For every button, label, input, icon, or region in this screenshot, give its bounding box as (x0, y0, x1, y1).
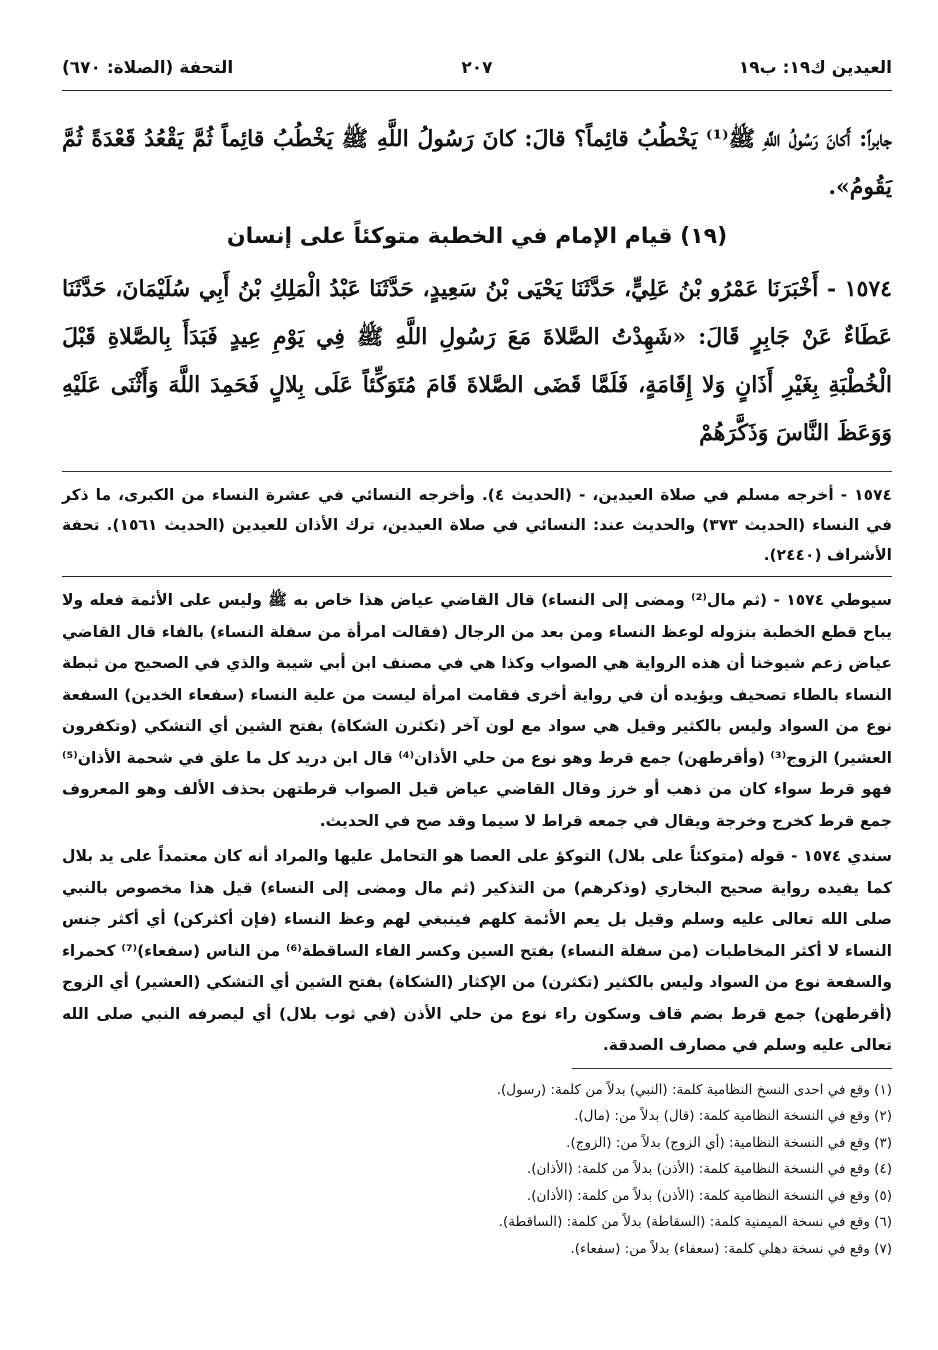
hadith-continuation: جابراً: أَكانَ رَسُولُ اللَّهِ ﷺ⁽¹⁾ يَخْطُبُ قائِماً؟ قالَ: كانَ رَسُولُ اللَّهِ ﷺ يَخْطُبُ قائِماً ثُمَّ يَقْعُدُ قَعْدَةً ثُمَّ يَقُومُ». (62, 126, 892, 200)
footnote: (٧) وقع في نسخة دهلي كلمة: (سعفاء) بدلاً من: (سفعاء). (570, 1240, 892, 1257)
suyuti-text: (ثم مال⁽²⁾ ومضى إلى النساء) قال القاضي عياض هذا خاص به ﷺ وليس على الأئمة فعله ولا يباح قطع الخطبة بنزوله لوعظ النساء ومن بعد من الرجال (فقالت امرأة من سفلة النساء) بالفاء قال القاضي عياض زعم شيوخنا أن هذه الرواية هي الصواب وكذا هي في مصنف ابن أبي شيبة والذي في الصحيح من ثبطة النساء بالطاء تصحيف ويؤيده أن في رواية أخرى فقامت امرأة ليست من علية النساء (سفعاء الخدين) السفعة نوع من السواد وليس بالكثير وقيل هي سواد مع لون آخر (تكثرن الشكاة) بفتح الشين أي التشكي (وتكفرون العشير) الزوج⁽³⁾ (وأقرطهن) جمع قرط وهو نوع من حلي الأذان⁽⁴⁾ قال ابن دريد كل ما علق في شحمة الأذان⁽⁵⁾ فهو قرط سواء كان من ذهب أو خرز وقال القاضي عياض قيل الصواب قرطتهن بحذف الألف وهو المعروف جمع قرط كخرج وخرجة ويقال في جمعه قراط لا سيما وقد صح في الحديث. (62, 591, 892, 830)
footnote: (٥) وقع في النسخة النظامية كلمة: (الأذن) بدلاً من كلمة: (الأذان). (526, 1187, 892, 1204)
running-header (62, 52, 892, 91)
footnote: (١) وقع في احدى النسخ النظامية كلمة: (النبي) بدلاً من كلمة: (رسول). (496, 1081, 892, 1098)
footnote: (٦) وقع في نسخة الميمنية كلمة: (السقاطة) بدلاً من كلمة: (الساقطة). (498, 1214, 892, 1230)
sindi-text: قوله (متوكئاً على بلال) التوكؤ على العصا هو التحامل عليها والمراد أنه كان معتمداً على يد بلال كما يفيده رواية صحيح البخاري (وذكرهم) من التذكير (ثم مال ومضى إلى النساء) قيل هذا مخصوص بالنبي صلى الله تعالى عليه وسلم وقيل بل يعم الأئمة كلهم فينبغي لهم وعظ النساء (فإن أكثركن) أي أكثر جنس النساء لا أكثر المخاطبات (من سفلة النساء) بفتح السين وكسر الفاء الساقطة⁽⁶⁾ من الناس (سفعاء)⁽⁷⁾ كحمراء والسفعة نوع من السواد وليس بالكثير (تكثرن) من الإكثار (الشكاة) بفتح الشين أي التشكي (العشير) أي الزوج (أقرطهن) جمع قرط بضم قاف وسكون راء نوع من حلي الأذن (في ثوب بلال) أي ليصرفه النبي صلى الله تعالى عليه وسلم في مصارف الصدقة. (62, 847, 892, 1054)
sindi-lead: سندي ١٥٧٤ - (791, 847, 892, 865)
hadith-1574: ١٥٧٤ - أَخْبَرَنَا عَمْرُو بْنُ عَلِيٍّ، حَدَّثَنَا يَحْيَى بْنُ سَعِيدٍ، حَدَّثَنَا عَبْدُ الْمَلِكِ بْنُ أَبِي سُلَيْمَانَ، حَدَّثَنَا عَطَاءٌ عَنْ جَابِرٍ قَالَ: «شَهِدْتُ الصَّلاةَ مَعَ رَسُولِ اللَّهِ ﷺ فِي يَوْمِ عِيدٍ فَبَدَأَ بِالصَّلاةِ قَبْلَ الْخُطْبَةِ بِغَيْرِ أَذَانٍ وَلا إِقَامَةٍ، فَلَمَّا قَضَى الصَّلاةَ قَامَ مُتَوَكِّئاً عَلَى بِلالٍ فَحَمِدَ اللَّهَ وَأَثْنَى عَلَيْهِ وَوَعَظَ النَّاسَ وَذَكَّرَهُمْ (62, 276, 892, 446)
page-number: ٢٠٧ (461, 58, 493, 78)
footnote: (٣) وقع في النسخة النظامية: (أي الزوج) بدلاً من: (الزوج). (566, 1134, 892, 1151)
book-page (62, 52, 892, 1322)
footnote: (٢) وقع في النسخة النظامية كلمة: (قال) بدلاً من: (مال). (574, 1108, 892, 1124)
sindi-commentary (62, 841, 892, 1062)
header-tuhfa-ref: التحفة (الصلاة: ٦٧٠) (62, 58, 234, 78)
suyuti-lead: سيوطي ١٥٧٤ - (773, 591, 892, 609)
footnotes (496, 1068, 892, 1263)
divider (62, 471, 892, 472)
chapter-title: (١٩) قيام الإمام في الخطبة متوكئاً على إنسان (226, 224, 728, 249)
takhrij-note: ١٥٧٤ - أخرجه مسلم في صلاة العيدين، - (الحديث ٤). وأخرجه النسائي في عشرة النساء من الكبرى، ما ذكر في النساء (الحديث ٣٧٣) والحديث عند: النسائي في صلاة العيدين، ترك الأذان للعيدين (الحديث ١٥٦١). تحفة الأشراف (٢٤٤٠). (62, 486, 892, 564)
footnote: (٤) وقع في النسخة النظامية كلمة: (الأذن) بدلاً من كلمة: (الأذان). (526, 1161, 892, 1177)
suyuti-commentary (62, 585, 892, 837)
divider (62, 576, 892, 577)
header-chapter-ref: العيدين ك١٩: ب١٩ (738, 58, 892, 78)
main-text (62, 115, 892, 457)
